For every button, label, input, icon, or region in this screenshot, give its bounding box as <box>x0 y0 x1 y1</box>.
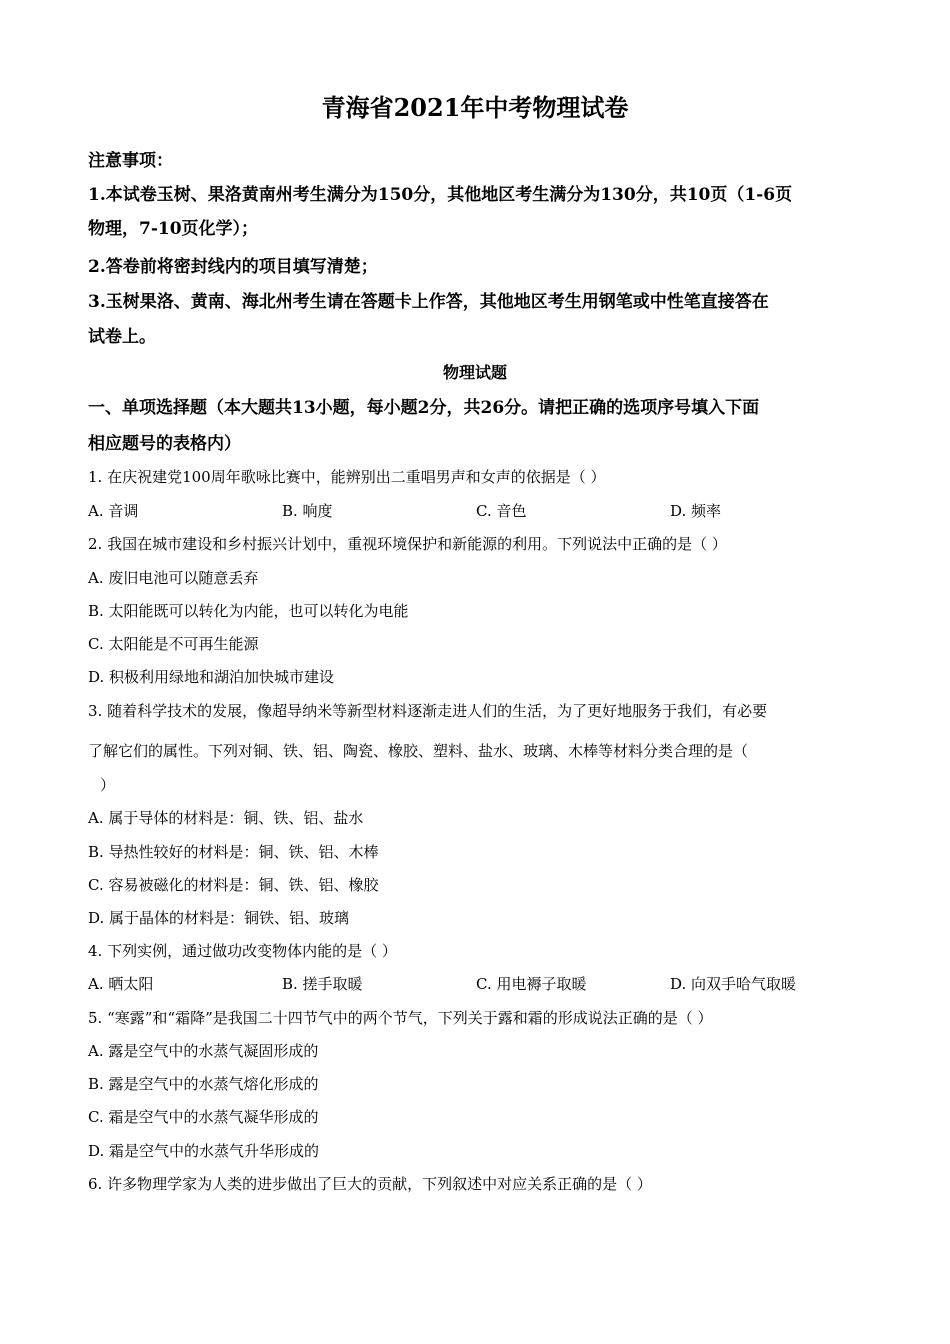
question-4-stem: 4. 下列实例，通过做功改变物体内能的是（ ） <box>88 942 397 960</box>
question-3-option-c: C. 容易被磁化的材料是：铜、铁、铝、橡胶 <box>88 876 379 894</box>
question-2-option-a: A. 废旧电池可以随意丢弃 <box>88 569 259 587</box>
question-3-stem-line-1: 3. 随着科学技术的发展，像超导纳米等新型材料逐渐走进人们的生活，为了更好地服务于我们，有必要 <box>88 702 768 720</box>
question-2-stem: 2. 我国在城市建设和乡村振兴计划中，重视环境保护和新能源的利用。下列说法中正确的是（ ） <box>88 535 727 553</box>
question-4-option-a: A. 晒太阳 <box>88 975 154 993</box>
question-6-stem: 6. 许多物理学家为人类的进步做出了巨大的贡献，下列叙述中对应关系正确的是（ ） <box>88 1175 652 1193</box>
question-1-option-c: C. 音色 <box>476 502 527 520</box>
question-5-stem: 5. “寒露”和“霜降”是我国二十四节气中的两个节气，下列关于露和霜的形成说法正确的是（ ） <box>88 1009 713 1027</box>
notice-item-1-line-2: 物理，7-10页化学）； <box>88 219 259 239</box>
question-5-option-a: A. 露是空气中的水蒸气凝固形成的 <box>88 1042 319 1060</box>
question-3-stem-line-2: 了解它们的属性。下列对铜、铁、铝、陶瓷、橡胶、塑料、盐水、玻璃、木棒等材料分类合理的是（ <box>88 742 749 760</box>
notice-item-3-line-2: 试卷上。 <box>88 327 156 347</box>
question-3-option-d: D. 属于晶体的材料是：铜铁、铝、玻璃 <box>88 909 350 927</box>
notice-item-3-line-1: 3.玉树果洛、黄南、海北州考生请在答题卡上作答，其他地区考生用钢笔或中性笔直接答在 <box>88 292 769 312</box>
question-3-option-b: B. 导热性较好的材料是：铜、铁、铝、木棒 <box>88 843 379 861</box>
question-2-option-d: D. 积极利用绿地和湖泊加快城市建设 <box>88 668 335 686</box>
notice-item-1-line-1: 1.本试卷玉树、果洛黄南州考生满分为150分，其他地区考生满分为130分，共10页（1-6页 <box>88 185 793 205</box>
notice-heading: 注意事项： <box>88 151 173 171</box>
question-4-option-b: B. 搓手取暖 <box>282 975 363 993</box>
question-1-stem: 1. 在庆祝建党100周年歌咏比赛中，能辨别出二重唱男声和女声的依据是（ ） <box>88 468 606 486</box>
physics-heading: 物理试题 <box>442 363 507 382</box>
question-1-option-a: A. 音调 <box>88 502 139 520</box>
question-2-option-c: C. 太阳能是不可再生能源 <box>88 635 259 653</box>
question-4-option-d: D. 向双手哈气取暖 <box>670 975 797 993</box>
question-2-option-b: B. 太阳能既可以转化为内能，也可以转化为电能 <box>88 602 409 620</box>
page-title: 青海省2021年中考物理试卷 <box>321 93 629 122</box>
question-1-option-b: B. 响度 <box>282 502 333 520</box>
question-3-stem-line-3: ） <box>100 776 116 794</box>
question-1-option-d: D. 频率 <box>670 502 722 520</box>
question-3-option-a: A. 属于导体的材料是：铜、铁、铝、盐水 <box>88 809 364 827</box>
question-5-option-c: C. 霜是空气中的水蒸气凝华形成的 <box>88 1108 319 1126</box>
section-1-heading-line-1: 一、单项选择题（本大题共13小题，每小题2分，共26分。请把正确的选项序号填入下面 <box>88 398 760 418</box>
section-1-heading-line-2: 相应题号的表格内） <box>88 434 241 454</box>
question-4-option-c: C. 用电褥子取暖 <box>476 975 587 993</box>
question-5-option-b: B. 露是空气中的水蒸气熔化形成的 <box>88 1075 319 1093</box>
notice-item-2: 2.答卷前将密封线内的项目填写清楚； <box>88 257 378 277</box>
question-5-option-d: D. 霜是空气中的水蒸气升华形成的 <box>88 1142 320 1160</box>
